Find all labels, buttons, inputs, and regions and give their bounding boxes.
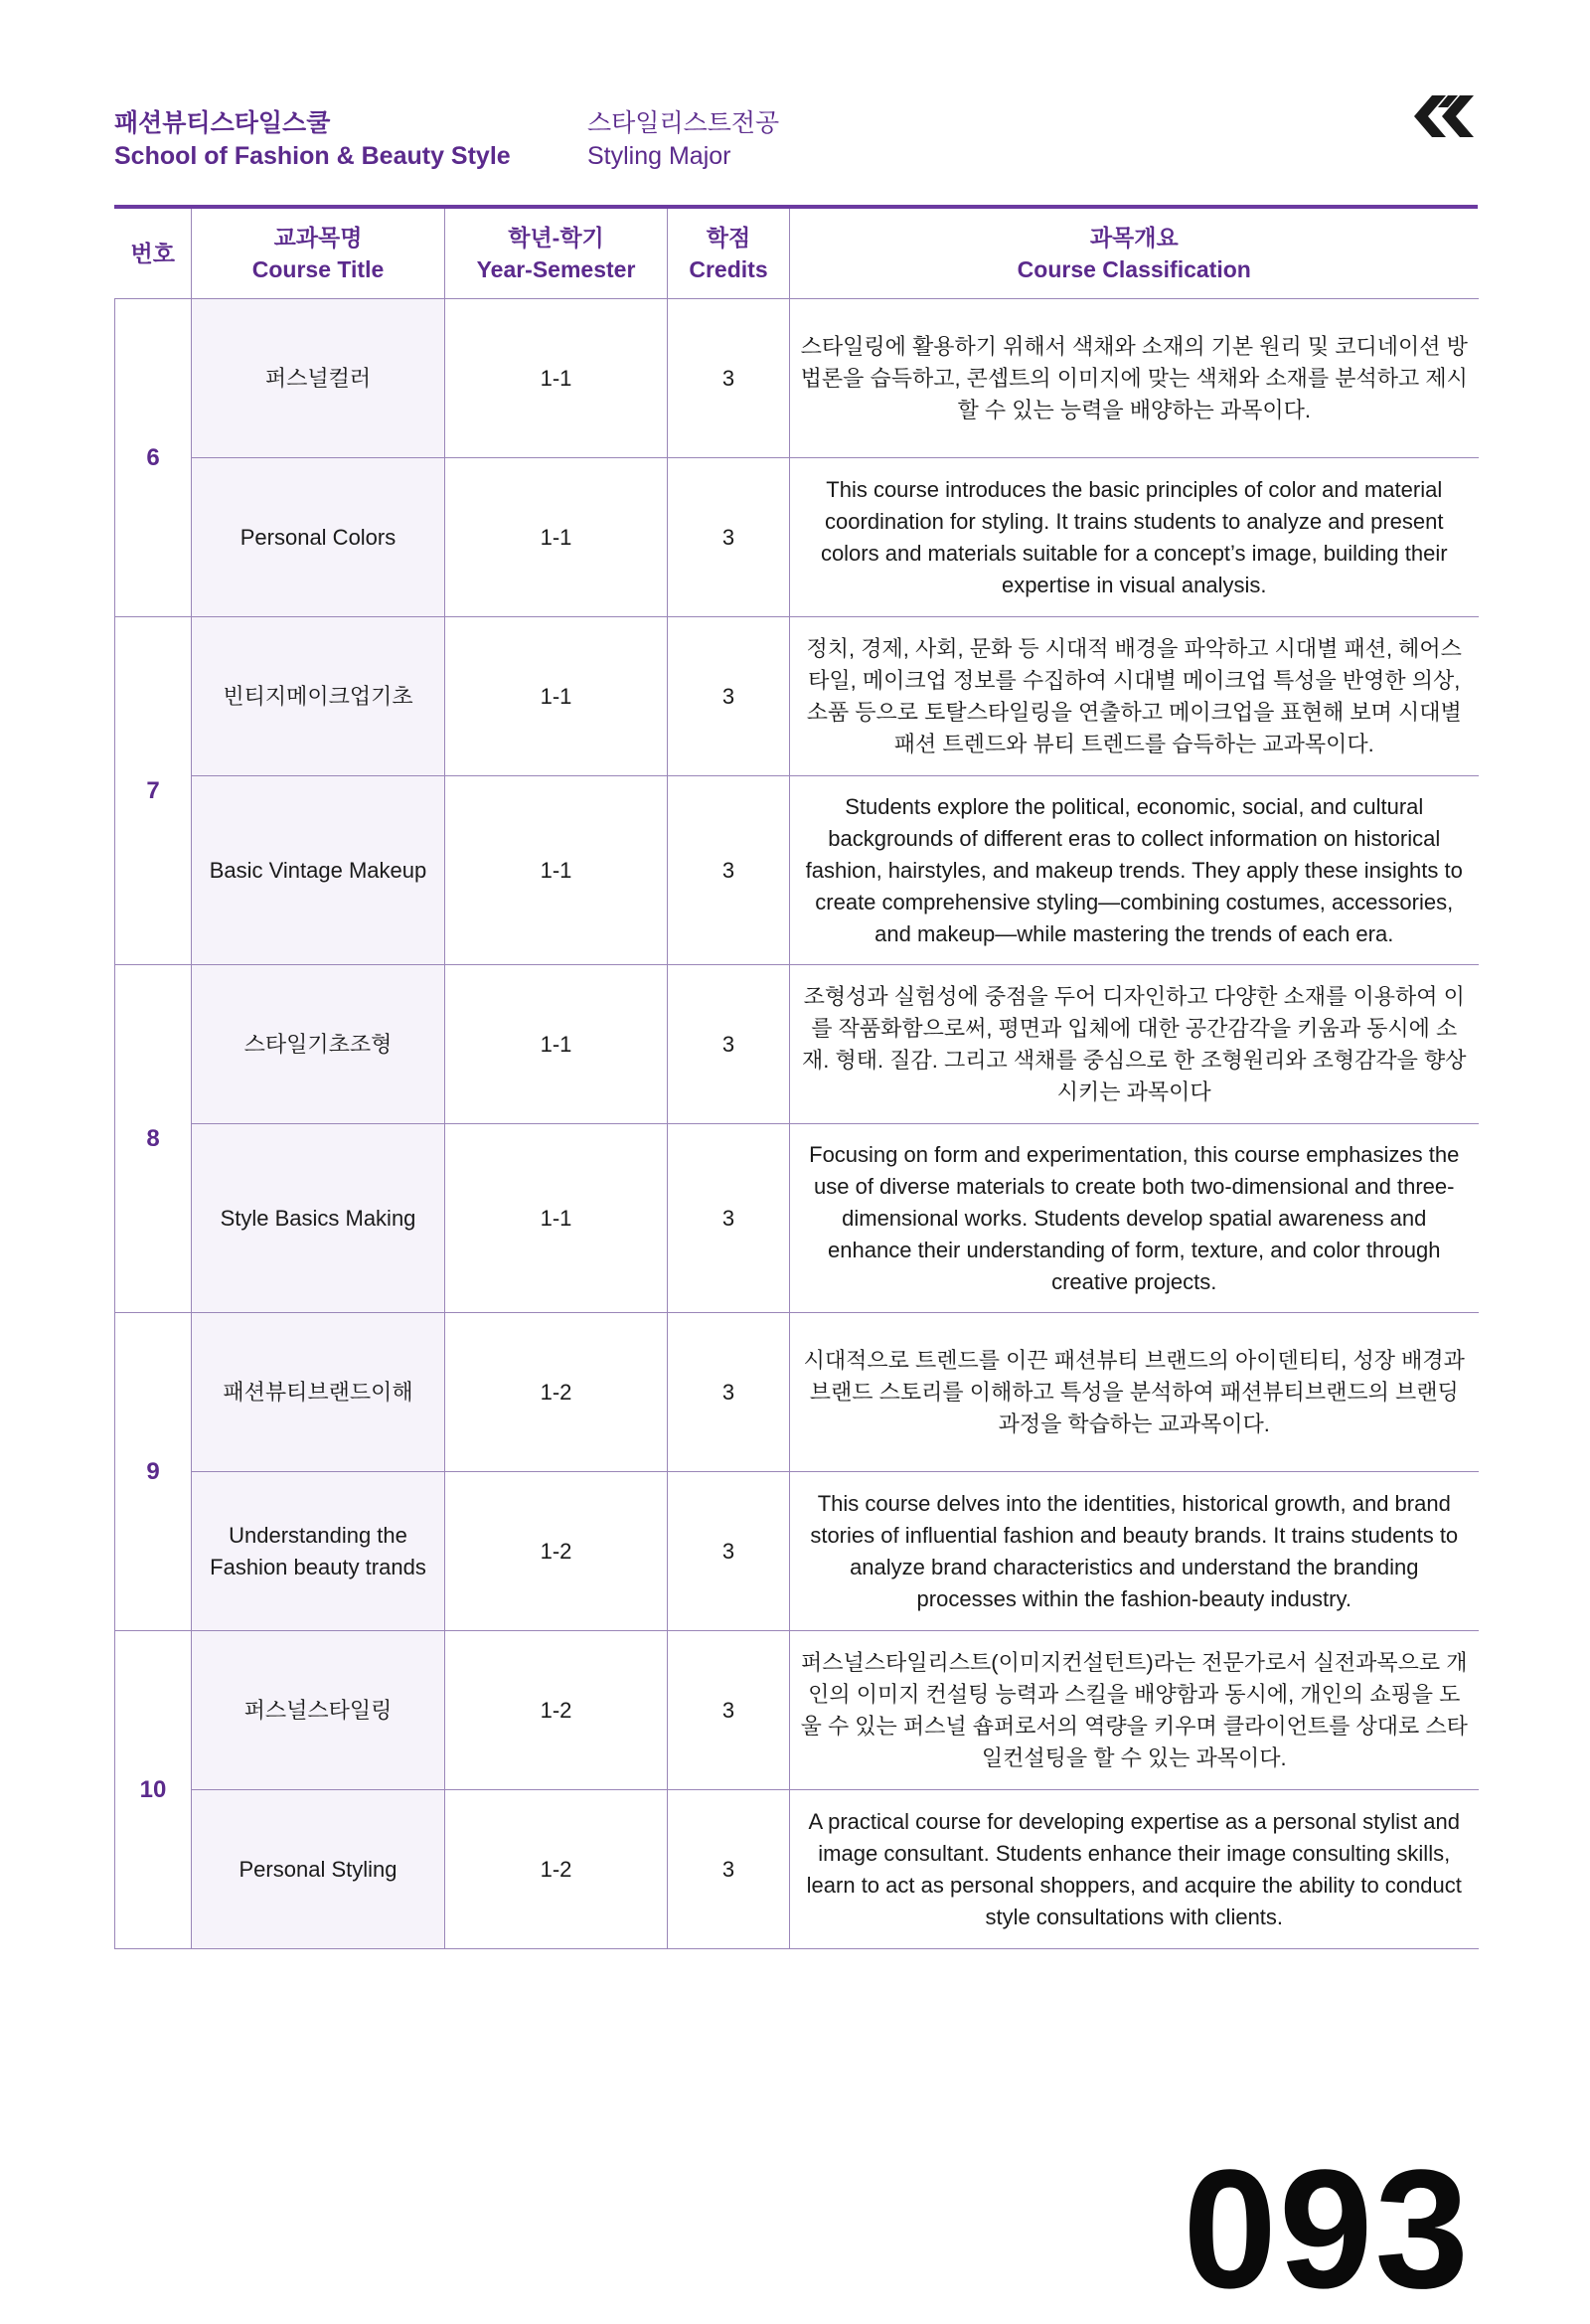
table-row <box>115 776 1479 965</box>
header-desc: 과목개요 Course Classification <box>790 209 1479 299</box>
course-credits: 3 <box>668 1472 790 1631</box>
course-title-ko: 패션뷰티브랜드이해 <box>192 1313 445 1472</box>
course-year: 1-1 <box>445 776 668 965</box>
course-credits: 3 <box>668 1124 790 1313</box>
course-number: 7 <box>115 617 192 965</box>
course-credits: 3 <box>668 617 790 776</box>
course-year: 1-2 <box>445 1472 668 1631</box>
table-row <box>115 1631 1479 1790</box>
course-desc-en: This course introduces the basic principles of color and material coordination for styling. It trains students to analyze and present colors and materials suitable for a concept’s image, building their expertise in visual analysis. <box>790 458 1479 617</box>
table-row <box>115 617 1479 776</box>
course-year: 1-1 <box>445 965 668 1124</box>
course-credits: 3 <box>668 299 790 458</box>
course-desc-ko: 스타일링에 활용하기 위해서 색채와 소재의 기본 원리 및 코디네이션 방법론을 습득하고, 콘셉트의 이미지에 맞는 색채와 소재를 분석하고 제시할 수 있는 능력을 배양하는 과목이다. <box>790 299 1479 458</box>
course-credits: 3 <box>668 1790 790 1949</box>
course-desc-ko: 퍼스널스타일리스트(이미지컨설턴트)라는 전문가로서 실전과목으로 개인의 이미지 컨설팅 능력과 스킬을 배양함과 동시에, 개인의 쇼핑을 도울 수 있는 퍼스널 숍퍼로서의 역량을 키우며 클라이언트를 상대로 스타일컨설팅을 할 수 있는 과목이다. <box>790 1631 1479 1790</box>
course-desc-en: Students explore the political, economic, social, and cultural backgrounds of different eras to collect information on historical fashion, hairstyles, and makeup trends. They apply these insights to create comprehensive styling—combining costumes, accessories, and makeup—while mastering the trends of each era. <box>790 776 1479 965</box>
course-number: 6 <box>115 299 192 617</box>
course-desc-en: This course delves into the identities, historical growth, and brand stories of influential fashion and beauty brands. It trains students to analyze brand characteristics and understand the branding processes within the fashion-beauty industry. <box>790 1472 1479 1631</box>
header-credits: 학점 Credits <box>668 209 790 299</box>
course-year: 1-2 <box>445 1631 668 1790</box>
course-year: 1-1 <box>445 617 668 776</box>
course-credits: 3 <box>668 1313 790 1472</box>
table-row <box>115 299 1479 458</box>
course-year: 1-1 <box>445 1124 668 1313</box>
school-name-ko: 패션뷰티스타일스쿨 <box>114 109 331 137</box>
course-desc-en: Focusing on form and experimentation, this course emphasizes the use of diverse materials to create both two-dimensional and three-dimensional works. Students develop spatial awareness and enhance their understanding of form, texture, and color through creative projects. <box>790 1124 1479 1313</box>
course-title-en: Basic Vintage Makeup <box>192 776 445 965</box>
header-num: 번호 <box>115 209 192 299</box>
major-name <box>587 107 779 173</box>
course-desc-ko: 정치, 경제, 사회, 문화 등 시대적 배경을 파악하고 시대별 패션, 헤어스타일, 메이크업 정보를 수집하여 시대별 메이크업 특성을 반영한 의상, 소품 등으로 토탈스타일링을 연출하고 메이크업을 표현해 보며 시대별 패션 트렌드와 뷰티 트렌드를 습득하는 교과목이다. <box>790 617 1479 776</box>
course-title-ko: 빈티지메이크업기초 <box>192 617 445 776</box>
course-year: 1-2 <box>445 1790 668 1949</box>
table-row <box>115 1313 1479 1472</box>
course-desc-ko: 시대적으로 트렌드를 이끈 패션뷰티 브랜드의 아이덴티티, 성장 배경과 브랜드 스토리를 이해하고 특성을 분석하여 패션뷰티브랜드의 브랜딩 과정을 학습하는 교과목이다. <box>790 1313 1479 1472</box>
course-year: 1-1 <box>445 458 668 617</box>
course-credits: 3 <box>668 776 790 965</box>
table-row <box>115 458 1479 617</box>
school-name-en: School of Fashion & Beauty Style <box>114 142 511 170</box>
course-title-en: Understanding the Fashion beauty trands <box>192 1472 445 1631</box>
header-title: 교과목명 Course Title <box>192 209 445 299</box>
course-credits: 3 <box>668 458 790 617</box>
header-year: 학년-학기 Year-Semester <box>445 209 668 299</box>
course-credits: 3 <box>668 965 790 1124</box>
major-name-en: Styling Major <box>587 142 731 170</box>
page-number: 093 <box>1183 2135 1471 2324</box>
course-title-ko: 스타일기초조형 <box>192 965 445 1124</box>
course-table <box>114 209 1479 1949</box>
ck-logo-icon <box>1402 91 1478 141</box>
course-title-en: Personal Styling <box>192 1790 445 1949</box>
table-header-row <box>115 209 1479 299</box>
table-row <box>115 965 1479 1124</box>
course-desc-en: A practical course for developing expertise as a personal stylist and image consultant. Students enhance their image consulting skills, learn to act as personal shoppers, and acquire the ability to conduct style consultations with clients. <box>790 1790 1479 1949</box>
page-header <box>114 107 1478 177</box>
course-title-ko: 퍼스널스타일링 <box>192 1631 445 1790</box>
course-title-en: Style Basics Making <box>192 1124 445 1313</box>
major-name-ko: 스타일리스트전공 <box>587 109 780 137</box>
course-title-en: Personal Colors <box>192 458 445 617</box>
course-year: 1-1 <box>445 299 668 458</box>
table-row <box>115 1124 1479 1313</box>
course-credits: 3 <box>668 1631 790 1790</box>
table-row <box>115 1472 1479 1631</box>
school-name <box>114 107 511 173</box>
course-desc-ko: 조형성과 실험성에 중점을 두어 디자인하고 다양한 소재를 이용하여 이를 작품화함으로써, 평면과 입체에 대한 공간감각을 키움과 동시에 소재. 형태. 질감. 그리고 색채를 중심으로 한 조형원리와 조형감각을 향상시키는 과목이다 <box>790 965 1479 1124</box>
course-number: 8 <box>115 965 192 1313</box>
table-row <box>115 1790 1479 1949</box>
course-number: 9 <box>115 1313 192 1631</box>
course-year: 1-2 <box>445 1313 668 1472</box>
course-number: 10 <box>115 1631 192 1949</box>
course-title-ko: 퍼스널컬러 <box>192 299 445 458</box>
